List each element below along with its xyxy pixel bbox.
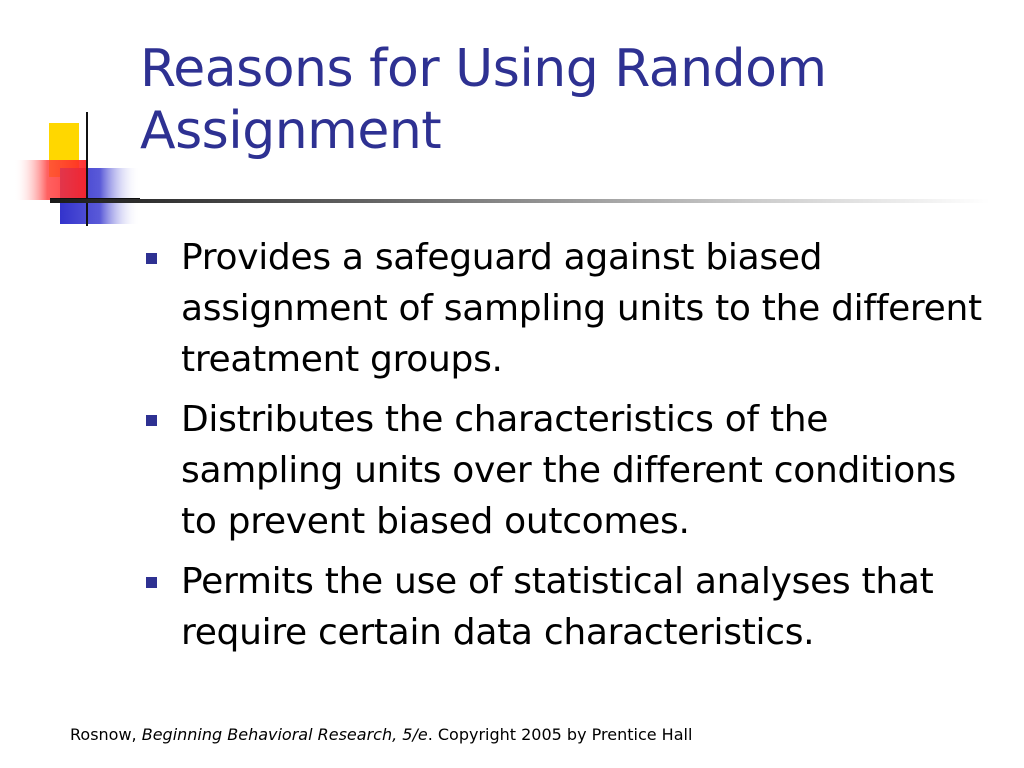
bullet-item <box>146 232 996 385</box>
footer-book-title: Beginning Behavioral Research, 5/e <box>141 725 428 744</box>
square-bullet-icon <box>146 577 157 588</box>
bullet-item <box>146 394 996 547</box>
square-bullet-icon <box>146 415 157 426</box>
footer-copyright: . Copyright 2005 by Prentice Hall <box>427 725 693 744</box>
logo-red-square <box>14 160 88 200</box>
bullet-text: Permits the use of statistical analyses that require certain data characteristics. <box>181 561 934 653</box>
bullet-item <box>146 556 996 658</box>
square-bullet-icon <box>146 253 157 264</box>
decorative-logo <box>0 0 140 240</box>
slide-title: Reasons for Using Random Assignment <box>140 39 827 161</box>
bullet-text: Distributes the characteristics of the sampling units over the different conditions to prevent biased outcomes. <box>181 399 956 542</box>
bullet-text: Provides a safeguard against biased assignment of sampling units to the different treatment groups. <box>181 237 982 380</box>
title-divider <box>50 199 990 203</box>
footer-citation <box>70 724 692 746</box>
bullet-list <box>146 232 996 667</box>
footer-author: Rosnow, <box>70 725 142 744</box>
